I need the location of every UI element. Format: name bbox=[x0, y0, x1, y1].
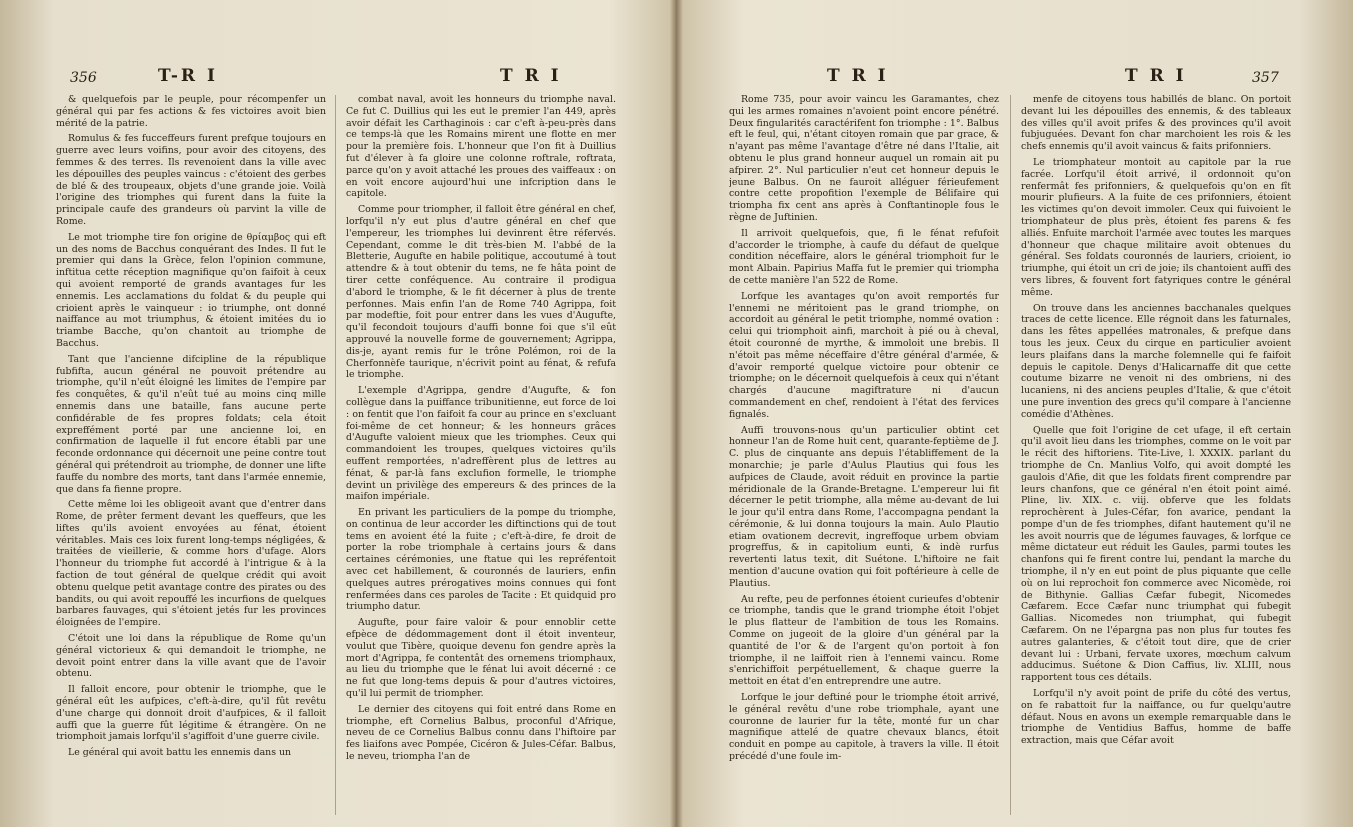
page-number-left: 356 bbox=[70, 70, 97, 86]
right-column-2 bbox=[1021, 94, 1291, 824]
running-head-left-b: T R I bbox=[500, 66, 562, 86]
paragraph: Il falloit encore, pour obtenir le triomphe, que le général eût les aufpices, c'eft-à-dire, qu'il fût revêtu d'une charge qui donnoit droit d'aufpices, & il falloit auffi que la guerre fût légitime & étrangère. On ne triomphoit jamais lorfqu'il s'agiffoit d'une guerre civile. bbox=[56, 684, 326, 743]
right-column-1 bbox=[729, 94, 999, 824]
paragraph: Le triomphateur montoit au capitole par la rue facrée. Lorfqu'il étoit arrivé, il ordonnoit qu'on renfermât fes prifonniers, & quelquefois qu'on en fît mourir plufieurs. A la fuite de ces prifonniers, étoient les victimes qu'on devoit immoler. Ceux qui fuivoient le triomphateur de plus près, étoient fes parens & fes alliés. Enfuite marchoit l'armée avec toutes les marques d'honneur que chaque militaire avoit obtenues du général. Ses foldats couronnés de lauriers, crioient, io triumphe, qui étoit un cri de joie; ils chantoient auffi des vers libres, & fouvent fort fatyriques contre le général même. bbox=[1021, 156, 1291, 298]
paragraph: Le mot triomphe tire fon origine de θρίαμβος qui eft un des noms de Bacchus conquérant des Indes. Il fut le premier qui dans la Grèce, felon l'opinion commune, inftitua cette réception magnifique qu'on faifoit à ceux qui avoient remporté de grands avantages fur les ennemis. Les acclamations du foldat & du peuple qui crioient après le vainqueur : io triumphe, ont donné naiffance au mot triumphus, & étoient imitées du io triambe Bacche, qu'on chantoit au triomphe de Bacchus. bbox=[56, 231, 326, 349]
paragraph: C'étoit une loi dans la république de Rome qu'un général victorieux & qui demandoit le triomphe, ne devoit point entrer dans la ville avant que de l'avoir obtenu. bbox=[56, 633, 326, 680]
paragraph: Au refte, peu de perfonnes étoient curieufes d'obtenir ce triomphe, tandis que le grand triomphe étoit l'objet le plus flatteur de l'ambition de tous les Romains. Comme on jugeoit de la gloire d'un général par la quantité de l'or & de l'argent qu'on portoit à fon triomphe, il ne laiffoit rien à l'ennemi vaincu. Rome s'enrichiffoit perpétuellement, & chaque guerre la mettoit en état d'en entreprendre une autre. bbox=[729, 593, 999, 688]
paragraph: Lorfqu'il n'y avoit point de prife du côté des vertus, on fe rabattoit fur la naiffance, ou fur quelqu'autre défaut. Nous en avons un exemple remarquable dans le triomphe de Ventidius Baffus, homme de baffe extraction, mais que Céfar avoit bbox=[1021, 688, 1291, 747]
paragraph: Il arrivoit quelquefois, que, fi le fénat refufoit d'accorder le triomphe, à caufe du défaut de quelque condition néceffaire, alors le général triomphoit fur le mont Albain. Papirius Maffa fut le premier qui triompha de cette manière l'an 522 de Rome. bbox=[729, 227, 999, 286]
column-rule-right bbox=[1010, 95, 1011, 815]
paragraph: En privant les particuliers de la pompe du triomphe, on continua de leur accorder les diftinctions qui de tout tems en avoient été la fuite ; c'eft-à-dire, fe droit de porter la robe triomphale à certains jours & dans certaines cérémonies, une ftatue qui les repréfentoit avec cet habillement, & couronnés de lauriers, enfin quelques autres prérogatives moins connues qui font renfermées dans ces paroles de Tacite : Et quidquid pro triumpho datur. bbox=[346, 507, 616, 613]
paragraph: & quelquefois par le peuple, pour récompenfer un général qui par fes actions & fes victoires avoit bien mérité de la patrie. bbox=[56, 94, 326, 129]
paragraph: Augufte, pour faire valoir & pour ennoblir cette efpèce de dédommagement dont il étoit inventeur, voulut que Tibère, quoique devenu fon gendre après la mort d'Agrippa, fe contentât des ornemens triomphaux, au lieu du triomphe que le fénat lui avoit décerné : ce ne fut que long-tems depuis & pour d'autres victoires, qu'il lui permit de triompher. bbox=[346, 617, 616, 700]
left-column-2 bbox=[346, 94, 616, 824]
paragraph: Comme pour triompher, il falloit être général en chef, lorfqu'il n'y eut plus d'autre général en chef que l'empereur, les triomphes lui devinrent être réfervés. Cependant, comme le dit très-bien M. l'abbé de la Bletterie, Augufte en habile politique, accoutumé à tout attendre & à tout obtenir du tems, ne fe hâta point de tirer cette conféquence. Au contraire il prodigua d'abord le triomphe, & le fit décerner à plus de trente perfonnes. Mais enfin l'an de Rome 740 Agrippa, foit par modeftie, foit pour entrer dans les vues d'Augufte, qu'il fecondoit toujours d'auffi bonne foi que s'il eût approuvé la nouvelle forme de gouvernement; Agrippa, dis-je, ayant remis fur le trône Polémon, roi de la Cherfonnèfe taurique, n'écrivit point au fénat, & refufa le triomphe. bbox=[346, 204, 616, 381]
running-head-right-b: T R I bbox=[1125, 66, 1187, 86]
page-number-right: 357 bbox=[1252, 70, 1279, 86]
paragraph: Auffi trouvons-nous qu'un particulier obtint cet honneur l'an de Rome huit cent, quarante-feptième de J. C. plus de cinquante ans depuis l'établiffement de la monarchie; je parle d'Aulus Plautius qui fous les aufpices de Claude, avoit réduit en province la partie méridionale de la Grande-Bretagne. L'empereur lui fit décerner le petit triomphe, alla même au-devant de lui le jour qu'il entra dans Rome, l'accompagna pendant la cérémonie, & lui donna toujours la main. Aulo Plautio etiam ovationem decrevit, ingreffoque urbem obviam progreffus, & in capitolium eunti, & indè rurfus revertenti latus texit, dit Suétone. L'hiftoire ne fait mention d'aucune ovation qui foit poftérieure à celle de Plautius. bbox=[729, 424, 999, 589]
left-column-1 bbox=[56, 94, 326, 824]
paragraph: Romulus & fes fucceffeurs furent prefque toujours en guerre avec leurs voifins, pour avoir des citoyens, des femmes & des terres. Ils revenoient dans la ville avec les dépouilles des peuples vaincus : c'étoient des gerbes de blé & des troupeaux, objets d'une grande joie. Voilà l'origine des triomphes qui furent dans la fuite la principale caufe des grandeurs où parvint la ville de Rome. bbox=[56, 133, 326, 227]
paragraph: Tant que l'ancienne difcipline de la république fubfifta, aucun général ne pouvoit prétendre au triomphe, qu'il n'eût éloigné les limites de l'empire par fes conquêtes, & qu'il n'eût tué au moins cinq mille ennemis dans une bataille, fans aucune perte confidérable de fes propres foldats; cela étoit expreffément porté par une ancienne loi, en confirmation de laquelle il fut encore établi par une feconde ordonnance qui décernoit une peine contre tout général qui prétendroit au triomphe, de donner une lifte fauffe du nombre des morts, tant dans l'armée ennemie, que dans fa fienne propre. bbox=[56, 353, 326, 495]
paragraph: Cette même loi les obligeoit avant que d'entrer dans Rome, de prêter ferment devant les queffeurs, que les liftes qu'ils avoient envoyées au fénat, étoient véritables. Mais ces loix furent long-temps négligées, & traitées de vieillerie, & comme hors d'ufage. Alors l'honneur du triomphe fut accordé à l'intrigue & à la faction de tout général de quelque crédit qui avoit obtenu quelque petit avantage contre des pirates ou des bandits, ou qui avoit repouffé les incurfions de quelques barbares fauvages, qui s'étoient jetés fur les provinces éloignées de l'empire. bbox=[56, 499, 326, 629]
paragraph: Le dernier des citoyens qui foit entré dans Rome en triomphe, eft Cornelius Balbus, proconful d'Afrique, neveu de ce Cornelius Balbus connu dans l'hiftoire par fes liaifons avec Pompée, Cicéron & Jules-Céfar. Balbus, le neveu, triompha l'an de bbox=[346, 703, 616, 763]
paragraph: Lorfque les avantages qu'on avoit remportés fur l'ennemi ne méritoient pas le grand triomphe, on accordoit au général le petit triomphe, nommé ovation : celui qui triomphoit ainfi, marchoit à pié ou à cheval, étoit couronné de myrthe, & immoloit une brebis. Il n'étoit pas même néceffaire d'être général d'armée, & d'avoir remporté quelque victoire pour obtenir ce triomphe; on le décernoit quelquefois à ceux qui n'étant chargés d'aucune magiftrature ni d'aucun commandement en chef, rendoient à l'état des fervices fignalés. bbox=[729, 290, 999, 420]
column-rule-left bbox=[335, 95, 336, 815]
left-page bbox=[0, 0, 676, 827]
paragraph: On trouve dans les anciennes bacchanales quelques traces de cette licence. Elle régnoit dans les faturnales, dans les fêtes appellées matronales, & prefque dans tous les jeux. Ceux du cirque en particulier avoient leurs plaifans dans la marche folemnelle qui fe faifoit depuis le capitole. Denys d'Halicarnaffe dit que cette coutume bizarre ne venoit ni des ombriens, ni des lucaniens, ni des anciens peuples d'Italie, & que c'étoit une pure invention des grecs qu'il compare à l'ancienne comédie d'Athènes. bbox=[1021, 302, 1291, 420]
paragraph: Quelle que foit l'origine de cet ufage, il eft certain qu'il avoit lieu dans les triomphes, comme on le voit par le récit des hiftoriens. Tite-Live, l. XXXIX. parlant du triomphe de Cn. Manlius Volfo, qui avoit dompté les gaulois d'Afie, dit que les foldats firent comprendre par leurs chanfons, que ce général n'en étoit point aimé. Pline, liv. XIX. c. viij. obferve que les foldats reprochèrent à Jules-Céfar, fon avarice, pendant la pompe d'un de fes triomphes, difant hautement qu'il ne les avoit nourris que de légumes fauvages, & lorfque ce même dictateur eut réduit les Gaules, parmi toutes les chanfons qui fe firent contre lui, pendant la marche du triomphe, il n'y en eut point de plus piquante que celle où on lui reprochoit fon commerce avec Nicomède, roi de Bithynie. Gallias Cæfar fubegit, Nicomedes Cæfarem. Ecce Cæfar nunc triumphat qui fubegit Gallias. Nicomedes non triumphat, qui fubegit Cæfarem. On ne l'épargna pas non plus fur toutes fes autres galanteries, & c'étoit tout dire, que de crier devant lui : Urbani, fervate uxores, mœchum calvum adducimus. Suétone & Dion Caffius, liv. XLIII, nous rapportent tous ces détails. bbox=[1021, 424, 1291, 684]
paragraph: Rome 735, pour avoir vaincu les Garamantes, chez qui les armes romaines n'avoient point encore pénétré. Deux fingularités caractérifent fon triomphe : 1°. Balbus eft le feul, qui, n'étant citoyen romain que par grace, & n'ayant pas même l'avantage d'être né dans l'Italie, ait obtenu le plus grand honneur auquel un romain ait pu afpirer. 2°. Nul particulier n'eut cet honneur depuis le jeune Balbus. On ne fauroit alléguer férieufement contre cette propofition l'exemple de Bélifaire qui triompha fix cent ans après à Conftantinople fous le règne de Juftinien. bbox=[729, 94, 999, 223]
running-head-left-a: T-R I bbox=[158, 66, 218, 86]
paragraph: Le général qui avoit battu les ennemis dans un bbox=[68, 747, 292, 759]
right-page bbox=[677, 0, 1353, 827]
paragraph: L'exemple d'Agrippa, gendre d'Augufte, & fon collègue dans la puiffance tribunitienne, eut force de loi : on fentit que l'on faifoit fa cour au prince en s'excluant foi-même de cet honneur; & les honneurs grâces d'Augufte valoient mieux que les triomphes. Ceux qui commandoient les troupes, quelques victoires qu'ils euffent remportées, n'adreffèrent plus de lettres au fénat, & par-là fans exclufion formelle, le triomphe devint un privilège des empereurs & des princes de la maifon impériale. bbox=[346, 385, 616, 503]
running-head-right-a: T R I bbox=[827, 66, 889, 86]
paragraph: Lorfque le jour deftiné pour le triomphe étoit arrivé, le général revêtu d'une robe triomphale, ayant une couronne de laurier fur la tête, monté fur un char magnifique attelé de quatre chevaux blancs, étoit conduit en pompe au capitole, à travers la ville. Il étoit précédé d'une foule im- bbox=[729, 692, 999, 763]
paragraph: combat naval, avoit les honneurs du triomphe naval. Ce fut C. Duillius qui les eut le premier l'an 449, après avoir défait les Carthaginois : car c'eft à-peu-près dans ce temps-là que les Romains mirent une flotte en mer pour la première fois. L'honneur que l'on fit à Duillius fut d'élever à fa gloire une colonne roftrale, roftrata, parce qu'on y avoit attaché les proues des vaiffeaux : on en voit encore aujourd'hui une infcription dans le capitole. bbox=[346, 94, 616, 200]
paragraph: menfe de citoyens tous habillés de blanc. On portoit devant lui les dépouilles des ennemis, & des tableaux des villes qu'il avoit prifes & des provinces qu'il avoit fubjuguées. Devant fon char marchoient les rois & les chefs ennemis qu'il avoit vaincus & faits prifonniers. bbox=[1021, 94, 1291, 153]
